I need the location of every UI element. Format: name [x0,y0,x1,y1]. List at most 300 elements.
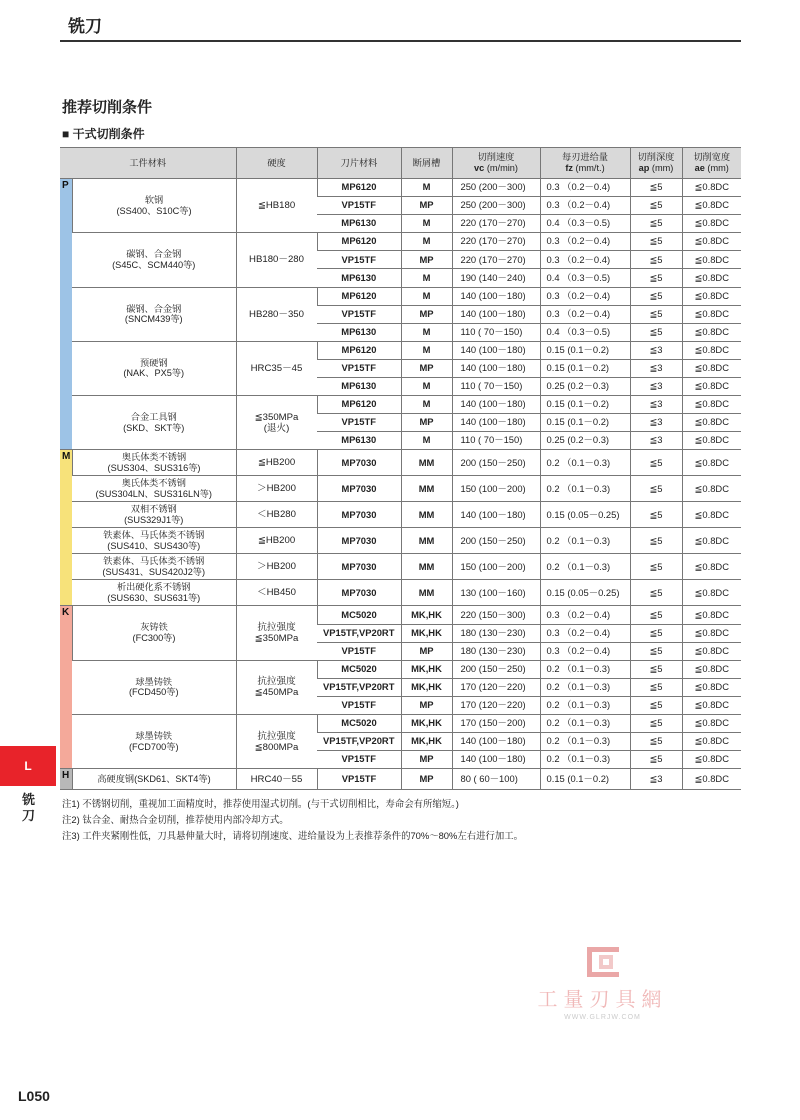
fz-cell: 0.2 （0.1－0.3) [540,714,630,732]
vc-cell: 110 ( 70－150) [452,432,540,450]
header-material: 工件材料 [60,148,236,179]
material-name: 碳钢、合金钢 [126,249,182,260]
vc-cell: 140 (100－180) [452,751,540,769]
breaker-cell: MM [401,450,452,476]
grade-cell: MC5020 [317,714,401,732]
hardness-cell: ＜HB450 [236,580,317,606]
material-cell [72,396,236,450]
breaker-cell: M [401,323,452,341]
grade-cell: MP7030 [317,580,401,606]
ae-cell: ≦0.8DC [682,678,741,696]
fz-cell: 0.2 （0.1－0.3) [540,476,630,502]
material-spec: (SNCM439等) [124,314,183,325]
material-spec: (FCD700等) [128,741,179,752]
material-name: 奥氏体类不锈钢 [121,478,186,489]
ae-cell: ≦0.8DC [682,450,741,476]
material-cell [72,233,236,287]
table-row [60,476,741,502]
ae-cell: ≦0.8DC [682,554,741,580]
header-ap-unit: (mm) [649,163,674,173]
breaker-cell: MP [401,197,452,215]
fz-cell: 0.15 (0.1－0.2) [540,359,630,377]
material-spec: (SUS329J1等) [124,514,184,525]
grade-cell: MP6130 [317,378,401,396]
header-vc [452,148,540,179]
grade-cell: MP6120 [317,287,401,305]
table-row [60,396,741,414]
ae-cell: ≦0.8DC [682,197,741,215]
ae-cell: ≦0.8DC [682,179,741,197]
material-spec: (S45C、SCM440等) [112,259,196,270]
material-cell [72,554,236,580]
fz-cell: 0.25 (0.2－0.3) [540,378,630,396]
hardness-label: 抗拉强度 [257,622,296,634]
fz-cell: 0.2 （0.1－0.3) [540,751,630,769]
table-row [60,287,741,305]
header-ae-symbol: ae [694,163,705,173]
group-tag-p [60,179,72,450]
header-vc-symbol: vc [474,163,485,173]
material-name: 析出硬化系不锈钢 [117,582,191,593]
hardness-cell: ＞HB200 [236,476,317,502]
ae-cell: ≦0.8DC [682,233,741,251]
group-tag-h [60,769,72,790]
table-row [60,580,741,606]
grade-cell: MP7030 [317,476,401,502]
material-cell [72,341,236,395]
group-tag-p-label: P [62,180,69,191]
watermark-name: 工量刃具網 [537,987,668,1011]
breaker-cell: M [401,287,452,305]
grade-cell: MP7030 [317,502,401,528]
fz-cell: 0.4 （0.3－0.5) [540,269,630,287]
header-vc-unit: (m/min) [484,163,518,173]
material-spec: (SUS304、SUS316等) [107,462,201,473]
ae-cell: ≦0.8DC [682,396,741,414]
ap-cell: ≦5 [630,287,682,305]
header-fz-unit: (mm/t.) [573,163,605,173]
material-spec: (SS400、S10C等) [116,205,192,216]
material-spec: (FCD450等) [128,687,179,698]
grade-cell: VP15TF [317,751,401,769]
vc-cell: 220 (170－270) [452,215,540,233]
vc-cell: 140 (100－180) [452,502,540,528]
ae-cell: ≦0.8DC [682,341,741,359]
header-ae-line1: 切削宽度 [693,152,731,163]
fz-cell: 0.15 (0.05－0.25) [540,580,630,606]
hardness-note: (退火) [263,422,290,434]
group-tag-k [60,606,72,769]
table-row [60,528,741,554]
hardness-label: 抗拉强度 [257,730,296,742]
vc-cell: 110 ( 70－150) [452,378,540,396]
table-row [60,554,741,580]
header-fz [540,148,630,179]
breaker-cell: MK,HK [401,733,452,751]
fz-cell: 0.3 （0.2－0.4) [540,624,630,642]
fz-cell: 0.2 （0.1－0.3) [540,733,630,751]
hardness-cell: ≦HB200 [236,450,317,476]
vc-cell: 180 (130－230) [452,642,540,660]
ap-cell: ≦5 [630,624,682,642]
ae-cell: ≦0.8DC [682,606,741,624]
chapter-tab[interactable]: L [0,746,56,786]
grade-cell: VP15TF [317,251,401,269]
ap-cell: ≦5 [630,554,682,580]
material-name: 预硬钢 [139,357,168,368]
ap-cell: ≦3 [630,378,682,396]
table-row [60,769,741,790]
ap-cell: ≦5 [630,714,682,732]
ae-cell: ≦0.8DC [682,269,741,287]
cutting-conditions-table [60,147,741,790]
header-vc-line1: 切削速度 [477,152,515,163]
material-cell [72,714,236,768]
ae-cell: ≦0.8DC [682,580,741,606]
vc-cell: 220 (170－270) [452,251,540,269]
grade-cell: MP7030 [317,554,401,580]
watermark-logo-icon [583,945,623,981]
hardness-cell: ＜HB280 [236,502,317,528]
breaker-cell: MK,HK [401,678,452,696]
grade-cell: MP6120 [317,341,401,359]
grade-cell: VP15TF [317,305,401,323]
material-cell [72,580,236,606]
fz-cell: 0.3 （0.2－0.4) [540,179,630,197]
hardness-cell [236,660,317,714]
ae-cell: ≦0.8DC [682,769,741,790]
grade-cell: VP15TF [317,359,401,377]
vc-cell: 140 (100－180) [452,396,540,414]
table-row [60,341,741,359]
ae-cell: ≦0.8DC [682,215,741,233]
material-cell [72,502,236,528]
fz-cell: 0.4 （0.3－0.5) [540,215,630,233]
hardness-cell: HB280－350 [236,287,317,341]
ae-cell: ≦0.8DC [682,696,741,714]
material-name: 奥氏体类不锈钢 [121,452,187,463]
ap-cell: ≦3 [630,414,682,432]
material-cell [72,450,236,476]
watermark-url: WWW.GLRJW.COM [564,1014,641,1021]
ap-cell: ≦5 [630,476,682,502]
ap-cell: ≦5 [630,751,682,769]
breaker-cell: MM [401,554,452,580]
material-cell [72,606,236,660]
hardness-cell: HRC40－55 [236,769,317,790]
ae-cell: ≦0.8DC [682,624,741,642]
vc-cell: 140 (100－180) [452,414,540,432]
header-grade: 刀片材料 [317,148,401,179]
breaker-cell: M [401,396,452,414]
ap-cell: ≦5 [630,269,682,287]
grade-cell: MP6130 [317,323,401,341]
fz-cell: 0.3 （0.2－0.4) [540,287,630,305]
header-breaker: 断屑槽 [401,148,452,179]
breaker-cell: MM [401,580,452,606]
grade-cell: MC5020 [317,660,401,678]
grade-cell: MP6130 [317,432,401,450]
ap-cell: ≦5 [630,450,682,476]
breaker-cell: M [401,341,452,359]
fz-cell: 0.2 （0.1－0.3) [540,528,630,554]
material-name: 球墨铸铁 [135,731,173,742]
grade-cell: MP6130 [317,269,401,287]
ap-cell: ≦5 [630,215,682,233]
ap-cell: ≦5 [630,323,682,341]
fz-cell: 0.15 (0.05－0.25) [540,502,630,528]
material-cell [72,287,236,341]
fz-cell: 0.2 （0.1－0.3) [540,450,630,476]
grade-cell: MP6130 [317,215,401,233]
footnote-1: 注1) 不锈钢切削，重视加工面精度时，推荐使用湿式切削。(与干式切削相比，寿命会有所缩短。) [62,798,459,809]
material-cell [72,660,236,714]
material-name: 软钢 [144,195,164,206]
ap-cell: ≦5 [630,179,682,197]
breaker-cell: MP [401,696,452,714]
fz-cell: 0.2 （0.1－0.3) [540,696,630,714]
material-spec: (NAK、PX5等) [123,368,185,379]
ae-cell: ≦0.8DC [682,432,741,450]
ae-cell: ≦0.8DC [682,751,741,769]
vc-cell: 130 (100－160) [452,580,540,606]
vc-cell: 140 (100－180) [452,733,540,751]
header-ae [682,148,741,179]
chapter-tab-label: 铣刀 [22,792,36,823]
header-fz-line1: 每刃进给量 [562,152,608,163]
table-header-row [60,148,741,179]
grade-cell: VP15TF [317,197,401,215]
breaker-cell: MM [401,528,452,554]
breaker-cell: MP [401,251,452,269]
fz-cell: 0.3 （0.2－0.4) [540,233,630,251]
material-spec: (SUS304LN、SUS316LN等) [95,488,212,499]
ap-cell: ≦5 [630,696,682,714]
ap-cell: ≦5 [630,606,682,624]
fz-cell: 0.2 （0.1－0.3) [540,554,630,580]
vc-cell: 170 (120－220) [452,696,540,714]
ap-cell: ≦3 [630,359,682,377]
breaker-cell: M [401,179,452,197]
vc-cell: 140 (100－180) [452,287,540,305]
ae-cell: ≦0.8DC [682,528,741,554]
ap-cell: ≦3 [630,396,682,414]
fz-cell: 0.3 （0.2－0.4) [540,606,630,624]
fz-cell: 0.15 (0.1－0.2) [540,769,630,790]
ae-cell: ≦0.8DC [682,359,741,377]
ae-cell: ≦0.8DC [682,733,741,751]
ap-cell: ≦3 [630,432,682,450]
breaker-cell: M [401,378,452,396]
ap-cell: ≦5 [630,305,682,323]
group-tag-m [60,450,72,606]
breaker-cell: MP [401,642,452,660]
ae-cell: ≦0.8DC [682,660,741,678]
grade-cell: VP15TF,VP20RT [317,678,401,696]
fz-cell: 0.3 （0.2－0.4) [540,251,630,269]
grade-cell: VP15TF [317,769,401,790]
breaker-cell: MP [401,305,452,323]
breaker-cell: M [401,215,452,233]
vc-cell: 170 (150－200) [452,714,540,732]
ae-cell: ≦0.8DC [682,323,741,341]
material-name: 合金工具钢 [130,412,177,423]
hardness-cell [236,714,317,768]
hardness-value: ≦350MPa [254,411,299,423]
group-tag-k-label: K [62,607,70,619]
header-ap-line1: 切削深度 [637,152,675,163]
ae-cell: ≦0.8DC [682,476,741,502]
vc-cell: 190 (140－240) [452,269,540,287]
ae-cell: ≦0.8DC [682,714,741,732]
breaker-cell: MP [401,359,452,377]
subsection-title: ■ 干式切削条件 [62,127,145,141]
ap-cell: ≦5 [630,233,682,251]
hardness-cell: HRC35－45 [236,341,317,395]
breaker-cell: MK,HK [401,714,452,732]
hardness-cell: HB180－280 [236,233,317,287]
header-ap [630,148,682,179]
header-hardness: 硬度 [236,148,317,179]
ap-cell: ≦3 [630,769,682,790]
material-name: 铁素体、马氏体类不锈钢 [103,556,205,567]
hardness-value: ≦450MPa [254,687,299,699]
header-ae-unit: (mm) [704,163,729,173]
grade-cell: VP15TF,VP20RT [317,624,401,642]
ae-cell: ≦0.8DC [682,502,741,528]
vc-cell: 80 ( 60－100) [452,769,540,790]
table-row [60,233,741,251]
ap-cell: ≦5 [630,251,682,269]
breaker-cell: M [401,432,452,450]
grade-cell: MP6120 [317,179,401,197]
grade-cell: MP7030 [317,450,401,476]
table-row [60,714,741,732]
ap-cell: ≦5 [630,660,682,678]
ap-cell: ≦5 [630,580,682,606]
grade-cell: VP15TF [317,642,401,660]
ae-cell: ≦0.8DC [682,414,741,432]
table-row [60,179,741,197]
ae-cell: ≦0.8DC [682,305,741,323]
hardness-value: ≦800MPa [254,741,299,753]
fz-cell: 0.15 (0.1－0.2) [540,414,630,432]
material-spec: (SUS410、SUS430等) [107,540,201,551]
fz-cell: 0.2 （0.1－0.3) [540,678,630,696]
ap-cell: ≦5 [630,502,682,528]
hardness-cell [236,396,317,450]
vc-cell: 140 (100－180) [452,341,540,359]
grade-cell: MC5020 [317,606,401,624]
breaker-cell: MM [401,476,452,502]
vc-cell: 180 (130－230) [452,624,540,642]
fz-cell: 0.15 (0.1－0.2) [540,341,630,359]
group-tag-m-label: M [62,451,71,463]
vc-cell: 140 (100－180) [452,305,540,323]
fz-cell: 0.2 （0.1－0.3) [540,660,630,678]
section-title: 推荐切削条件 [62,99,153,116]
ae-cell: ≦0.8DC [682,642,741,660]
page-number: L050 [18,1088,50,1104]
table-row [60,450,741,476]
fz-cell: 0.3 （0.2－0.4) [540,642,630,660]
vc-cell: 220 (150－300) [452,606,540,624]
hardness-cell: ＞HB200 [236,554,317,580]
breaker-cell: MK,HK [401,606,452,624]
material-name: 球墨铸铁 [135,676,173,687]
vc-cell: 200 (150－250) [452,528,540,554]
vc-cell: 200 (150－250) [452,660,540,678]
vc-cell: 140 (100－180) [452,359,540,377]
ae-cell: ≦0.8DC [682,251,741,269]
grade-cell: MP7030 [317,528,401,554]
material-cell: 高硬度钢(SKD61、SKT4等) [72,769,236,790]
material-name: 灰铸铁 [140,622,168,633]
grade-cell: VP15TF [317,696,401,714]
table-row [60,502,741,528]
vc-cell: 220 (170－270) [452,233,540,251]
hardness-value: ≦350MPa [254,633,299,645]
vc-cell: 250 (200－300) [452,197,540,215]
chapter-title: 铣刀 [68,17,102,36]
ae-cell: ≦0.8DC [682,378,741,396]
grade-cell: VP15TF [317,414,401,432]
ap-cell: ≦5 [630,733,682,751]
fz-cell: 0.25 (0.2－0.3) [540,432,630,450]
hardness-cell [236,606,317,660]
watermark [535,945,670,1021]
breaker-cell: MP [401,751,452,769]
table-row [60,660,741,678]
material-cell [72,179,236,233]
hardness-cell: ≦HB200 [236,528,317,554]
breaker-cell: MP [401,414,452,432]
header-divider [60,40,741,42]
fz-cell: 0.3 （0.2－0.4) [540,197,630,215]
hardness-label: 抗拉强度 [257,676,296,688]
material-cell [72,528,236,554]
footnote-2: 注2) 钛合金、耐热合金切削，推荐使用内部冷却方式。 [62,814,289,825]
ap-cell: ≦5 [630,642,682,660]
material-spec: (FC300等) [132,633,176,644]
material-name: 铁素体、马氏体类不锈钢 [103,530,205,541]
vc-cell: 150 (100－200) [452,476,540,502]
breaker-cell: MM [401,502,452,528]
ap-cell: ≦5 [630,678,682,696]
material-name: 碳钢、合金钢 [126,303,182,314]
vc-cell: 200 (150－250) [452,450,540,476]
vc-cell: 150 (100－200) [452,554,540,580]
group-tag-h-label: H [62,770,70,782]
grade-cell: MP6120 [317,233,401,251]
material-spec: (SUS630、SUS631等) [107,592,201,603]
ap-cell: ≦3 [630,341,682,359]
material-name: 双相不锈钢 [130,504,177,515]
fz-cell: 0.15 (0.1－0.2) [540,396,630,414]
fz-cell: 0.4 （0.3－0.5) [540,323,630,341]
footnote-3: 注3) 工件夹紧刚性低，刀具悬伸量大时，请将切削速度、进给量设为上表推荐条件的70%～80%左右进行加工。 [62,830,523,841]
material-spec: (SUS431、SUS420J2等) [102,566,206,577]
ae-cell: ≦0.8DC [682,287,741,305]
breaker-cell: MK,HK [401,660,452,678]
breaker-cell: M [401,269,452,287]
material-spec: (SKD、SKT等) [123,422,185,433]
ap-cell: ≦5 [630,528,682,554]
grade-cell: VP15TF,VP20RT [317,733,401,751]
table-row [60,606,741,624]
vc-cell: 250 (200－300) [452,179,540,197]
ap-cell: ≦5 [630,197,682,215]
